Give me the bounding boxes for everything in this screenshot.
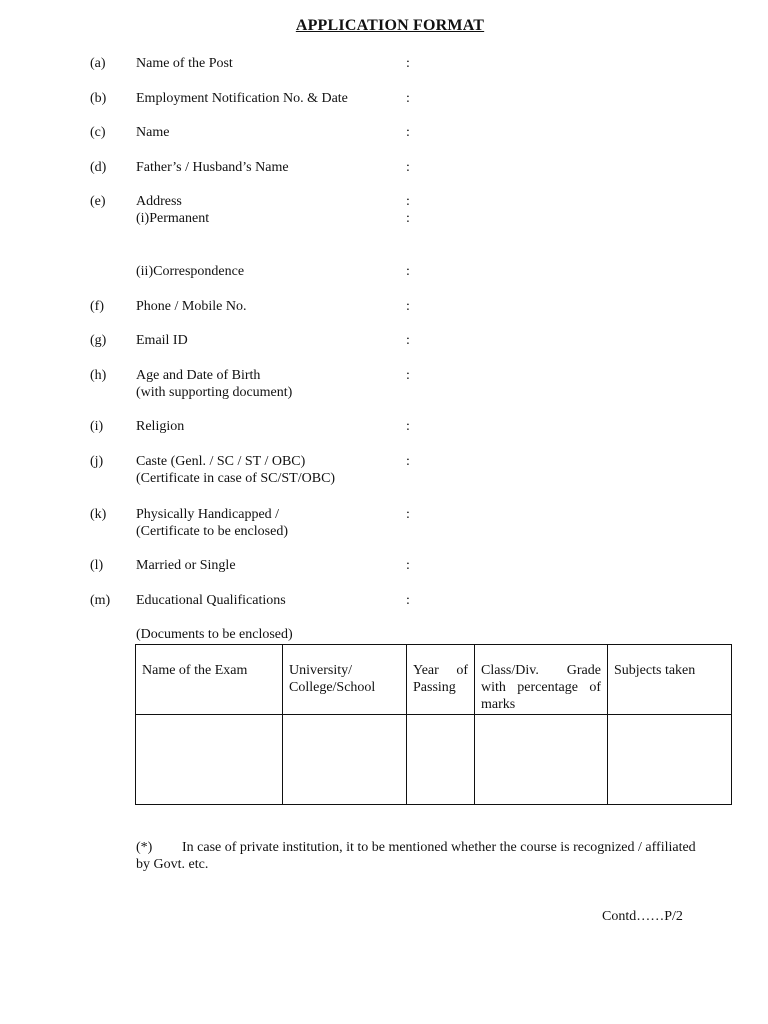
field-label [136,418,184,435]
continued-marker: Contd……P/2 [602,909,683,924]
field-marker: (g) [90,333,107,348]
field-marker: (d) [90,160,107,175]
field-colon: : [406,125,410,140]
field-label [136,263,244,280]
field-colon: : [406,419,410,434]
field-label-line: (ii)Correspondence [136,264,245,279]
header-year-of-passing: Year of Passing [407,645,475,715]
field-label [136,124,169,141]
field-colon: : [406,56,410,71]
field-marker: (j) [90,454,104,469]
table-cell-exam-name[interactable] [136,715,283,805]
table-row [136,715,732,805]
field-label [136,557,236,574]
field-colon: : [406,507,410,522]
field-marker: (f) [90,299,104,314]
field-label-line: Name of the Post [136,56,233,71]
field-label-line: Physically Handicapped / [136,507,280,522]
field-marker: (m) [90,593,111,608]
field-label [136,506,288,540]
field-label-line: Age and Date of Birth [136,368,261,383]
field-colon: : [406,454,410,469]
table-cell-university[interactable] [283,715,407,805]
field-label [136,159,289,176]
field-label-line: Name [136,125,170,140]
field-colon: : [406,558,410,573]
field-marker: (e) [90,194,106,209]
field-label [136,592,286,609]
field-colon: : [406,593,410,608]
field-colon: : [406,211,410,226]
field-label [136,367,292,401]
field-marker: (c) [90,125,106,140]
field-label-line: Educational Qualifications [136,593,286,608]
table-cell-year[interactable] [407,715,475,805]
field-label-line: Address [136,194,182,209]
field-marker: (h) [90,368,107,383]
field-colon: : [406,333,410,348]
header-subjects: Subjects taken [608,645,732,715]
header-exam-name: Name of the Exam [136,645,283,715]
field-colon: : [406,299,410,314]
field-label [136,298,246,315]
field-marker: (k) [90,507,107,522]
table-cell-subjects[interactable] [608,715,732,805]
field-label [136,90,348,107]
field-label-line: Employment Notification No. & Date [136,91,348,106]
field-label-line: (Certificate in case of SC/ST/OBC) [136,471,336,486]
field-label [136,453,335,487]
field-label-line: Email ID [136,333,188,348]
field-colon: : [406,160,410,175]
qualifications-table [135,644,732,805]
field-label-line: Caste (Genl. / SC / ST / OBC) [136,454,306,469]
field-marker: (b) [90,91,107,106]
table-cell-class[interactable] [475,715,608,805]
footnote-text: In case of private institution, it to be mentioned whether the course is recognized / affiliated by Govt. etc. [136,840,696,872]
field-label [136,55,233,72]
documents-note: (Documents to be enclosed) [136,627,293,642]
table-header-row [136,645,732,715]
field-label-line: (with supporting document) [136,385,293,400]
field-colon: : [406,91,410,106]
form-title: APPLICATION FORMAT [295,17,485,34]
field-colon: : [406,194,410,209]
field-label-line: Married or Single [136,558,236,573]
field-label [136,193,209,227]
field-marker: (i) [90,419,104,434]
field-label-line: (Certificate to be enclosed) [136,524,288,539]
header-class-division: Class/Div. Grade with percentage of marks [475,645,608,715]
field-label-line: (i)Permanent [136,211,210,226]
field-marker: (a) [90,56,106,71]
field-label [136,332,188,349]
field-colon: : [406,264,410,279]
field-label-line: Phone / Mobile No. [136,299,247,314]
field-marker: (l) [90,558,104,573]
header-university: University/ College/School [283,645,407,715]
field-label-line: Religion [136,419,185,434]
footnote-marker: (*) [136,840,153,855]
footnote [136,839,696,873]
field-colon: : [406,368,410,383]
field-label-line: Father’s / Husband’s Name [136,160,289,175]
